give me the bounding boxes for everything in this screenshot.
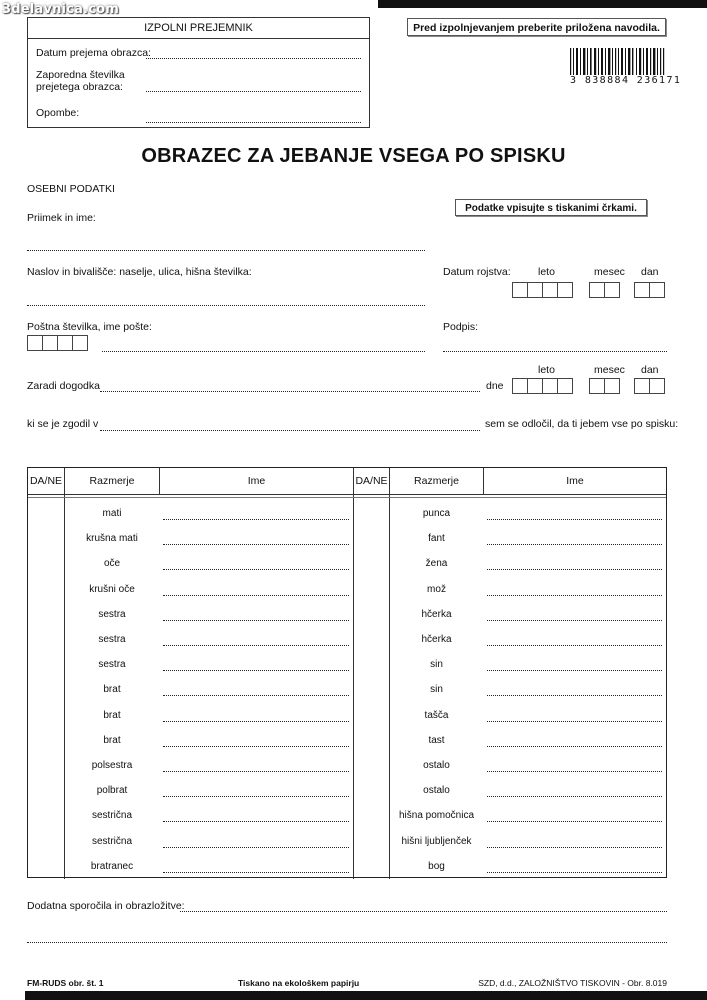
left-relation-header: Razmerje xyxy=(89,475,135,487)
postal-code-boxes[interactable] xyxy=(27,335,87,351)
left-yesno-cell[interactable] xyxy=(28,779,64,804)
right-name-field[interactable] xyxy=(487,847,662,848)
right-yesno-cell[interactable] xyxy=(354,804,389,829)
right-name-field[interactable] xyxy=(487,544,662,545)
left-relation-cell: sestra xyxy=(98,659,126,671)
right-name-field[interactable] xyxy=(487,821,662,822)
left-relation-cell: polsestra xyxy=(91,760,133,771)
right-relation-cell: hišni ljubljenček xyxy=(401,835,472,847)
receiver-box xyxy=(27,17,370,128)
place-field[interactable] xyxy=(100,430,480,431)
barcode-number: 3 838884 236171 xyxy=(570,75,682,86)
left-relation-cell: sestrična xyxy=(91,835,132,847)
relations-table xyxy=(27,467,667,878)
right-yesno-cell[interactable] xyxy=(354,830,389,855)
event-month-label: mesec xyxy=(594,364,625,376)
right-name-field[interactable] xyxy=(487,569,662,570)
birth-year-boxes[interactable] xyxy=(512,282,572,298)
right-name-field[interactable] xyxy=(487,670,662,671)
left-name-field[interactable] xyxy=(163,670,349,671)
left-yesno-cell[interactable] xyxy=(28,578,64,603)
right-yesno-cell[interactable] xyxy=(354,628,389,653)
left-name-field[interactable] xyxy=(163,645,349,646)
left-relation-cell: krušni oče xyxy=(89,583,135,595)
right-yesno-cell[interactable] xyxy=(354,527,389,552)
right-yesno-cell[interactable] xyxy=(354,552,389,577)
right-name-header: Ime xyxy=(566,475,584,487)
bottom-black-bar xyxy=(25,991,707,1000)
signature-field[interactable] xyxy=(443,351,667,352)
left-name-field[interactable] xyxy=(163,595,349,596)
birth-date-label: Datum rojstva: xyxy=(443,266,511,278)
additional-label: Dodatna sporočila in obrazložitve: xyxy=(27,900,185,912)
footer-eco-note: Tiskano na ekološkem papirju xyxy=(238,978,360,988)
right-yesno-cell[interactable] xyxy=(354,779,389,804)
right-yesno-cell[interactable] xyxy=(354,754,389,779)
birth-month-boxes[interactable] xyxy=(589,282,619,298)
right-yesno-cell[interactable] xyxy=(354,603,389,628)
left-name-field[interactable] xyxy=(163,771,349,772)
birth-month-label: mesec xyxy=(594,266,625,278)
left-relation-cell: brat xyxy=(103,709,121,721)
right-relation-header: Razmerje xyxy=(414,475,459,487)
top-black-bar xyxy=(378,0,707,8)
footer-form-number: FM-RUDS obr. št. 1 xyxy=(27,978,104,988)
left-relation-cell: bratranec xyxy=(90,860,134,872)
right-relation-cell: sin xyxy=(430,684,443,696)
right-name-field[interactable] xyxy=(487,796,662,797)
right-relation-cell: tašča xyxy=(424,709,449,721)
right-yesno-cell[interactable] xyxy=(354,729,389,754)
decided-label: sem se odločil, da ti jebem vse po spisku: xyxy=(485,418,679,430)
right-relation-cell: hčerka xyxy=(421,634,452,645)
name-field[interactable] xyxy=(27,250,425,251)
left-relation-cell: oče xyxy=(103,558,121,570)
place-label: ki se je zgodil v xyxy=(27,418,99,430)
right-name-field[interactable] xyxy=(487,746,662,747)
notes-field[interactable] xyxy=(146,122,361,123)
signature-label: Podpis: xyxy=(443,321,479,333)
address-field[interactable] xyxy=(27,305,425,306)
event-month-boxes[interactable] xyxy=(589,378,619,394)
left-relation-cell: sestrična xyxy=(91,810,132,822)
left-relation-cell: mati xyxy=(102,508,122,519)
serial-label-line1: Zaporedna številka xyxy=(36,69,125,81)
left-yesno-cell[interactable] xyxy=(28,754,64,779)
right-yesno-cell[interactable] xyxy=(354,855,389,880)
serial-field[interactable] xyxy=(146,91,361,92)
instructions-notice: Pred izpolnjevanjem preberite priložena navodila. xyxy=(407,18,666,36)
right-relation-cell: hčerka xyxy=(421,608,452,620)
address-label: Naslov in bivališče: naselje, ulica, hišna številka: xyxy=(27,266,252,278)
right-name-field[interactable] xyxy=(487,771,662,772)
right-relation-cell: fant xyxy=(428,533,445,545)
event-date-label: dne xyxy=(486,380,504,392)
left-name-field[interactable] xyxy=(163,746,349,747)
left-yesno-cell[interactable] xyxy=(28,552,64,577)
left-yesno-cell[interactable] xyxy=(28,804,64,829)
right-name-field[interactable] xyxy=(487,519,662,520)
left-yesno-cell[interactable] xyxy=(28,704,64,729)
left-relation-cell: brat xyxy=(103,734,121,746)
left-yesno-cell[interactable] xyxy=(28,502,64,527)
right-relation-cell: ostalo xyxy=(423,785,450,797)
birth-day-label: dan xyxy=(641,266,659,278)
left-name-field[interactable] xyxy=(163,821,349,822)
left-name-field[interactable] xyxy=(163,872,349,873)
left-name-field[interactable] xyxy=(163,695,349,696)
event-day-label: dan xyxy=(641,364,659,376)
name-label: Priimek in ime: xyxy=(27,212,96,224)
left-relation-cell: polbrat xyxy=(96,785,128,797)
left-relation-cell: sestra xyxy=(98,634,126,645)
left-name-header: Ime xyxy=(247,475,266,487)
right-name-field[interactable] xyxy=(487,695,662,696)
event-label: Zaradi dogodka xyxy=(27,380,100,392)
right-yesno-cell[interactable] xyxy=(354,502,389,527)
left-name-field[interactable] xyxy=(163,544,349,545)
left-name-field[interactable] xyxy=(163,569,349,570)
left-yesno-cell[interactable] xyxy=(28,855,64,880)
left-yesno-cell[interactable] xyxy=(28,653,64,678)
left-name-field[interactable] xyxy=(163,721,349,722)
receiver-box-header: IZPOLNI PREJEMNIK xyxy=(28,18,369,39)
date-received-field[interactable] xyxy=(146,58,361,59)
left-name-field[interactable] xyxy=(163,796,349,797)
personal-section-label: OSEBNI PODATKI xyxy=(27,183,115,195)
right-relation-cell: ostalo xyxy=(423,760,450,771)
date-received-label: Datum prejema obrazca: xyxy=(36,47,151,59)
right-name-field[interactable] xyxy=(487,620,662,621)
right-yesno-cell[interactable] xyxy=(354,578,389,603)
right-name-field[interactable] xyxy=(487,872,662,873)
left-yesno-cell[interactable] xyxy=(28,830,64,855)
right-relation-cell: mož xyxy=(427,583,446,595)
event-year-label: leto xyxy=(538,364,555,376)
right-relation-cell: hišna pomočnica xyxy=(398,810,475,822)
left-yesno-cell[interactable] xyxy=(28,729,64,754)
right-relation-cell: tast xyxy=(428,734,445,746)
print-hint: Podatke vpisujte s tiskanimi črkami. xyxy=(455,199,647,216)
event-field[interactable] xyxy=(100,391,480,392)
left-relation-cell: krušna mati xyxy=(86,533,138,545)
right-name-field[interactable] xyxy=(487,595,662,596)
right-yesno-cell[interactable] xyxy=(354,704,389,729)
right-relation-cell: žena xyxy=(425,558,448,570)
additional-field-line2[interactable] xyxy=(27,942,667,943)
right-yesno-cell[interactable] xyxy=(354,653,389,678)
left-relation-cell: brat xyxy=(103,684,121,696)
right-relation-cell: punca xyxy=(422,508,451,519)
notes-label: Opombe: xyxy=(36,107,80,119)
birth-year-label: leto xyxy=(538,266,555,278)
left-name-field[interactable] xyxy=(163,847,349,848)
left-yesno-cell[interactable] xyxy=(28,628,64,653)
right-yesno-cell[interactable] xyxy=(354,678,389,703)
right-relation-cell: sin xyxy=(430,659,443,671)
event-year-boxes[interactable] xyxy=(512,378,572,394)
left-yesno-cell[interactable] xyxy=(28,603,64,628)
birth-day-boxes[interactable] xyxy=(634,282,664,298)
right-name-field[interactable] xyxy=(487,721,662,722)
left-relation-cell: sestra xyxy=(98,608,126,620)
left-yesno-cell[interactable] xyxy=(28,678,64,703)
left-name-field[interactable] xyxy=(163,519,349,520)
post-office-field[interactable] xyxy=(102,351,425,352)
left-yesno-cell[interactable] xyxy=(28,527,64,552)
right-relation-cell: bog xyxy=(428,860,445,872)
watermark: 3delavnica.com xyxy=(2,2,119,17)
serial-label-line2: prejetega obrazca: xyxy=(36,81,123,93)
footer-publisher: SZD, d.d., ZALOŽNIŠTVO TISKOVIN - Obr. 8.019 xyxy=(478,978,667,988)
additional-field-line1[interactable] xyxy=(180,911,667,912)
left-yesno-header: DA/NE xyxy=(29,475,63,487)
left-name-field[interactable] xyxy=(163,620,349,621)
right-yesno-header: DA/NE xyxy=(355,475,388,487)
postal-label: Poštna številka, ime pošte: xyxy=(27,321,152,333)
event-day-boxes[interactable] xyxy=(634,378,664,394)
right-name-field[interactable] xyxy=(487,645,662,646)
page-title: OBRAZEC ZA JEBANJE VSEGA PO SPISKU xyxy=(141,145,566,167)
